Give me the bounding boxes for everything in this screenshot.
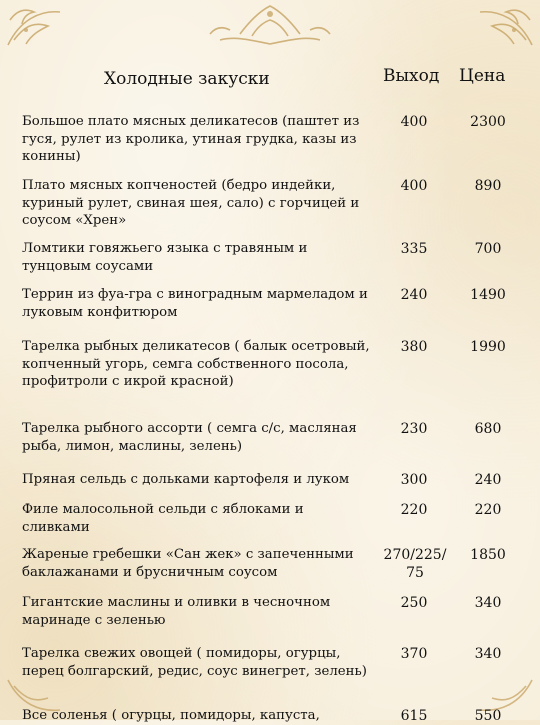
dish-portion: 400 — [400, 178, 428, 194]
dish-portion: 335 — [400, 241, 428, 257]
dish-name: Тарелка рыбных деликатесов ( балык осетровый, копченный угорь, семга собственного посола, профитроли с икрой красной) — [22, 339, 370, 389]
dish-portion: 240 — [400, 287, 428, 303]
dish-portion: 300 — [400, 472, 428, 488]
dish-portion: 615 — [400, 708, 428, 724]
dish-name: Тарелка рыбного ассорти ( семга с/с, масляная рыба, лимон, маслины, зелень) — [22, 421, 357, 454]
dish-price: 680 — [474, 421, 502, 437]
dish-price: 340 — [474, 595, 502, 611]
dish-portion: 220 — [400, 502, 428, 518]
dish-portion: 380 — [400, 339, 428, 355]
dish-name: Тарелка свежих овощей ( помидоры, огурцы, перец болгарский, редис, соус винегрет, зелень) — [22, 646, 367, 679]
dish-portion: 270/225/ 75 — [383, 547, 447, 581]
dish-price: 700 — [474, 241, 502, 257]
section-title: Холодные закуски — [104, 69, 270, 89]
dish-name: Плато мясных копченостей (бедро индейки, куриный рулет, свиная шея, сало) с горчицей и соусом «Хрен» — [22, 178, 360, 228]
dish-name: Ломтики говяжьего языка с травяным и тунцовым соусами — [22, 241, 308, 274]
dish-portion: 250 — [400, 595, 428, 611]
dish-name: Филе малосольной сельди с яблоками и сливками — [22, 502, 304, 535]
dish-name: Гигантские маслины и оливки в чесночном маринаде с зеленью — [22, 595, 331, 628]
dish-name: Жареные гребешки «Сан жек» с запеченными баклажанами и брусничным соусом — [22, 547, 354, 580]
dish-price: 1850 — [470, 547, 506, 563]
dish-name: Террин из фуа-гра с виноградным мармеладом и луковым конфитюром — [22, 287, 368, 320]
dish-name: Пряная сельдь с дольками картофеля и луком — [22, 472, 350, 487]
dish-name: Все соленья ( огурцы, помидоры, капуста, — [22, 708, 320, 723]
dish-portion: 370 — [400, 646, 428, 662]
dish-portion: 400 — [400, 114, 428, 130]
dish-price: 1990 — [470, 339, 506, 355]
dish-price: 2300 — [470, 114, 506, 130]
dish-price: 240 — [474, 472, 502, 488]
dish-price: 220 — [474, 502, 502, 518]
column-header-price: Цена — [459, 66, 506, 86]
dish-name: Большое плато мясных деликатесов (паштет из гуся, рулет из кролика, утиная грудка, казы из конины) — [22, 114, 360, 164]
dish-price: 890 — [474, 178, 502, 194]
dish-price: 550 — [474, 708, 502, 724]
dish-portion: 230 — [400, 421, 428, 437]
column-header-portion: Выход — [383, 66, 440, 86]
dish-price: 340 — [474, 646, 502, 662]
dish-price: 1490 — [470, 287, 506, 303]
